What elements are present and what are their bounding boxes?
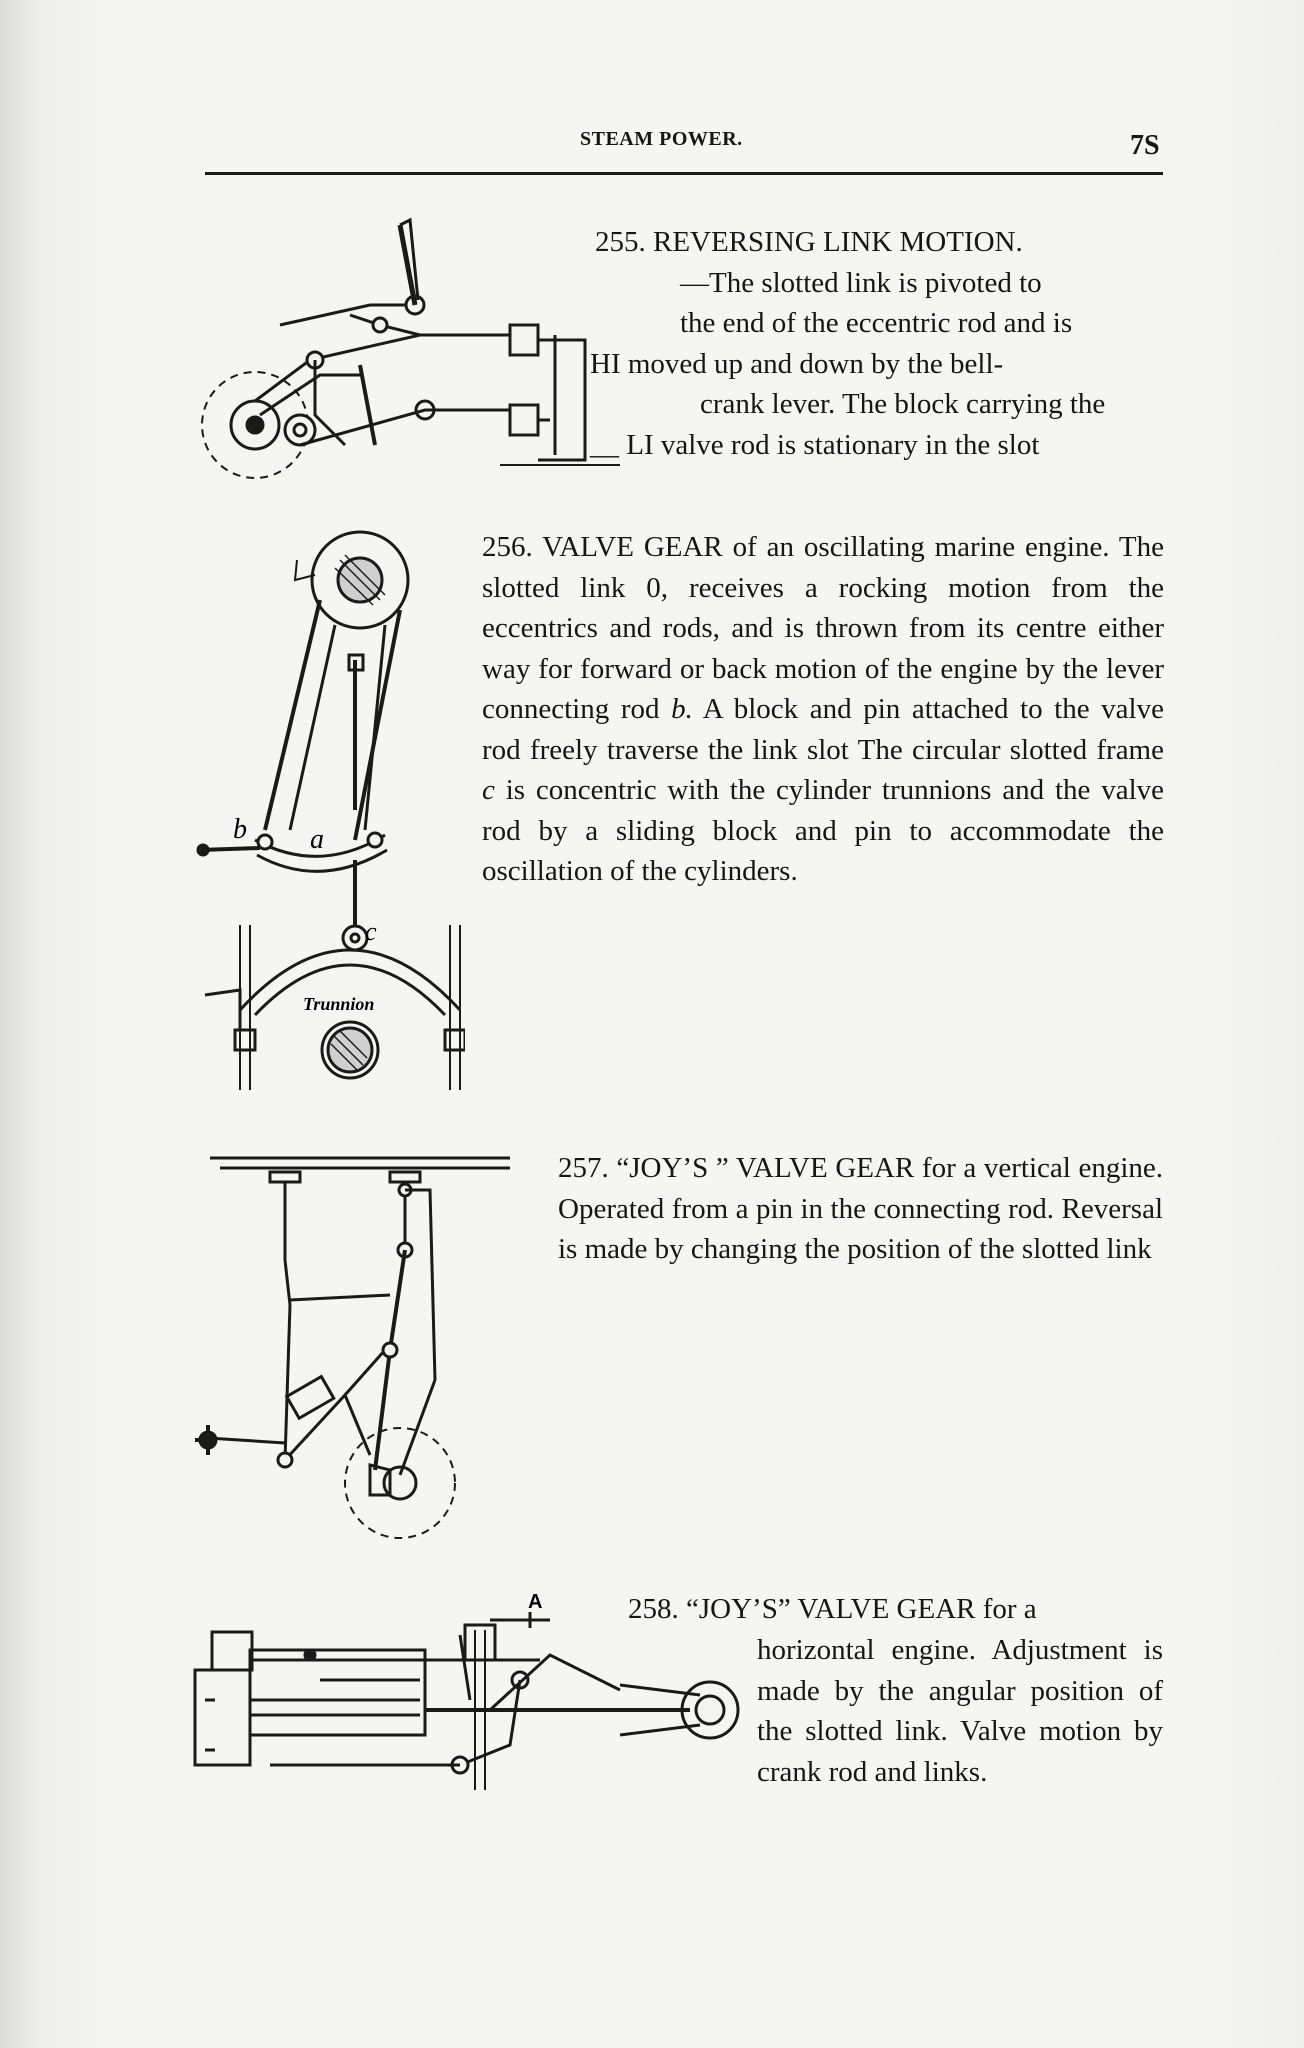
s255-line-6: __ LI valve rod is stationary in the slot bbox=[590, 428, 1040, 461]
figure-255-drawing bbox=[200, 215, 620, 480]
s255-line-1: 255. REVERSING LINK MOTION. bbox=[595, 226, 1023, 258]
section-257-paragraph: 257. “JOY’S ” VALVE GEAR for a vertical engine. Operated from a pin in the connecting rod. Reversal is made by changing the position of the slotted link bbox=[558, 1152, 1163, 1265]
figure-257-drawing bbox=[190, 1150, 520, 1570]
section-257-text bbox=[520, 1148, 1163, 1270]
figure-258-label-a: A bbox=[528, 1591, 543, 1613]
section-258-paragraph: horizontal engine. Adjustment is made by the angular position of the slotted link. Valve motion by crank rod and links. bbox=[757, 1634, 1163, 1788]
s255-line-2: —The slotted link is pivoted to bbox=[680, 266, 1042, 299]
s256-text-2: A block and pin attached to the valve rod freely traverse the link slot The circular slotted frame bbox=[482, 693, 1164, 766]
s255-line-4: HI moved up and down by the bell- bbox=[590, 347, 1004, 380]
s256-text-1: 256. VALVE GEAR of an oscillating marine engine. The slotted link 0, receives a rocking motion from the eccentrics and rods, and is thrown from its centre either way for forward or back motion of the engine by the lever connecting rod bbox=[482, 531, 1164, 725]
figure-256-label-c: c bbox=[365, 917, 377, 946]
header-rule bbox=[205, 172, 1163, 175]
figure-256-label-trunnion: Trunnion bbox=[303, 994, 375, 1014]
section-256-text bbox=[482, 527, 1164, 892]
s256-italic-c: c bbox=[482, 774, 495, 806]
s256-italic-b: b. bbox=[671, 693, 693, 725]
figure-256-oscillating-valve-gear bbox=[195, 530, 465, 1110]
s255-line-5: crank lever. The block carrying the bbox=[700, 388, 1106, 420]
s258-first-line: 258. “JOY’S” VALVE GEAR for a bbox=[628, 1593, 1037, 1625]
figure-255-reversing-link-motion bbox=[200, 215, 620, 480]
figure-256-label-b: b bbox=[233, 814, 247, 845]
section-258-text bbox=[628, 1589, 1163, 1630]
s256-text-3: is concentric with the cylinder trunnions and the valve rod by a sliding block and pin to accommodate the oscillation of the cylinders. bbox=[482, 774, 1164, 887]
section-258-body bbox=[757, 1630, 1163, 1792]
figure-257-joys-vertical bbox=[190, 1150, 520, 1570]
figure-256-drawing bbox=[195, 530, 465, 1110]
section-255-text bbox=[590, 222, 1135, 465]
running-title: STEAM POWER. bbox=[580, 128, 743, 150]
section-256-paragraph bbox=[482, 527, 1164, 892]
figure-256-label-a: a bbox=[310, 824, 324, 855]
s255-line-3: the end of the eccentric rod and is bbox=[680, 307, 1073, 339]
page-number: 7S bbox=[1130, 130, 1160, 161]
